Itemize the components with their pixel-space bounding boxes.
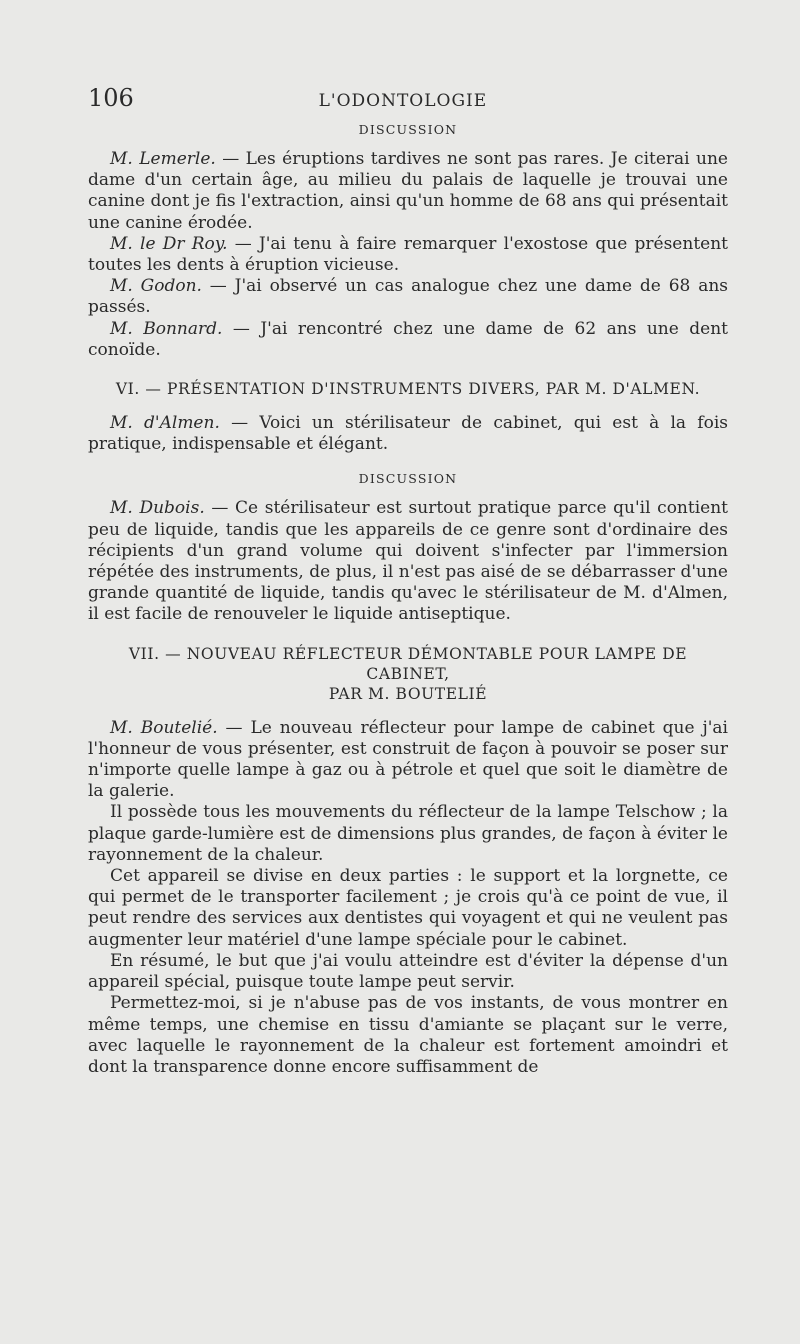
paragraph	[88, 951, 728, 993]
paragraph-text: — Ce stérilisateur est surtout pratique parce qu'il contient peu de liquide, tandis que les appareils de ce genre sont d'ordinaire des récipients d'un grand volume qui doivent s'infecter par l'immersion répétée des instruments, de plus, il n'est pas aisé de se débarrasser d'une grande quantité de liquide, tandis qu'avec le stérilisateur de M. d'Almen, il est facile de renouveler le liquide antiseptique.	[88, 498, 728, 625]
paragraph	[88, 234, 728, 276]
paragraph-text: — Voici un stérilisateur de cabinet, qui est à la fois pratique, indispensable et élégant.	[88, 413, 728, 455]
paragraph-text: — Les éruptions tardives ne sont pas rares. Je citerai une dame d'un certain âge, au milieu du palais de laquelle je trouvai une canine dont je fis l'extraction, ainsi qu'un homme de 68 ans qui présentait une canine érodée.	[88, 149, 728, 233]
speaker-name: M. Bonnard.	[110, 318, 223, 339]
section-title-line: VII. — NOUVEAU RÉFLECTEUR DÉMONTABLE POUR LAMPE DE CABINET,	[128, 644, 688, 683]
section-title: VI. — PRÉSENTATION D'INSTRUMENTS DIVERS, PAR M. D'ALMEN.	[115, 380, 701, 399]
paragraph-text: En résumé, le but que j'ai voulu atteindre est d'éviter la dépense d'un appareil spécial, puisque toute lampe peut servir.	[88, 950, 728, 993]
speaker-name: M. d'Almen.	[110, 413, 220, 434]
paragraph	[88, 802, 728, 866]
paragraph-text: — J'ai tenu à faire remarquer l'exostose que présentent toutes les dents à éruption vicieuse.	[88, 233, 728, 276]
discussion-heading: DISCUSSION	[358, 471, 458, 487]
page-number: 106	[88, 84, 134, 112]
paragraph-text: — Le nouveau réflecteur pour lampe de cabinet que j'ai l'honneur de vous présenter, est construit de façon à pouvoir se poser sur n'importe quelle lampe à gaz ou à pétrole et quel que soit le diamètre de la galerie.	[88, 717, 728, 802]
speaker-name: M. Boutelié.	[110, 717, 218, 738]
running-title: L'ODONTOLOGIE	[318, 91, 488, 111]
paragraph-text: — J'ai observé un cas analogue chez une dame de 68 ans passés.	[88, 276, 729, 318]
speaker-name: M. le Dr Roy.	[110, 233, 228, 254]
paragraph	[88, 413, 728, 455]
paragraph	[88, 276, 728, 318]
paragraph	[88, 319, 728, 361]
speaker-name: M. Lemerle.	[110, 149, 216, 169]
paragraph	[88, 993, 728, 1078]
paragraph-text: Permettez-moi, si je n'abuse pas de vos instants, de vous montrer en même temps, une chemise en tissu d'amiante se plaçant sur le verre, avec laquelle le rayonnement de la chaleur est fortement amoindri et dont la transparence donne encore suffisamment de	[88, 993, 728, 1077]
paragraph	[88, 718, 728, 803]
paragraph	[88, 149, 728, 234]
paragraph	[88, 866, 728, 951]
paragraph-text: Il possède tous les mouvements du réflecteur de la lampe Telschow ; la plaque garde-lumière est de dimensions plus grandes, de façon à éviter le rayonnement de la chaleur.	[88, 802, 728, 865]
discussion-heading: DISCUSSION	[358, 122, 458, 137]
paragraph-text: — J'ai rencontré chez une dame de 62 ans une dent conoïde.	[88, 318, 728, 360]
speaker-name: M. Dubois.	[110, 498, 205, 519]
paragraph-text: Cet appareil se divise en deux parties : le support et la lorgnette, ce qui permet de le transporter facilement ; je crois qu'à ce point de vue, il peut rendre des services aux dentistes qui voyagent et qui ne veulent pas augmenter leur matériel d'une lampe spéciale pour le cabinet.	[88, 866, 728, 950]
section-title-line: PAR M. BOUTELIÉ	[328, 684, 488, 703]
speaker-name: M. Godon.	[110, 276, 202, 297]
paragraph	[88, 498, 728, 625]
running-head	[88, 84, 728, 118]
section-title	[88, 644, 728, 704]
